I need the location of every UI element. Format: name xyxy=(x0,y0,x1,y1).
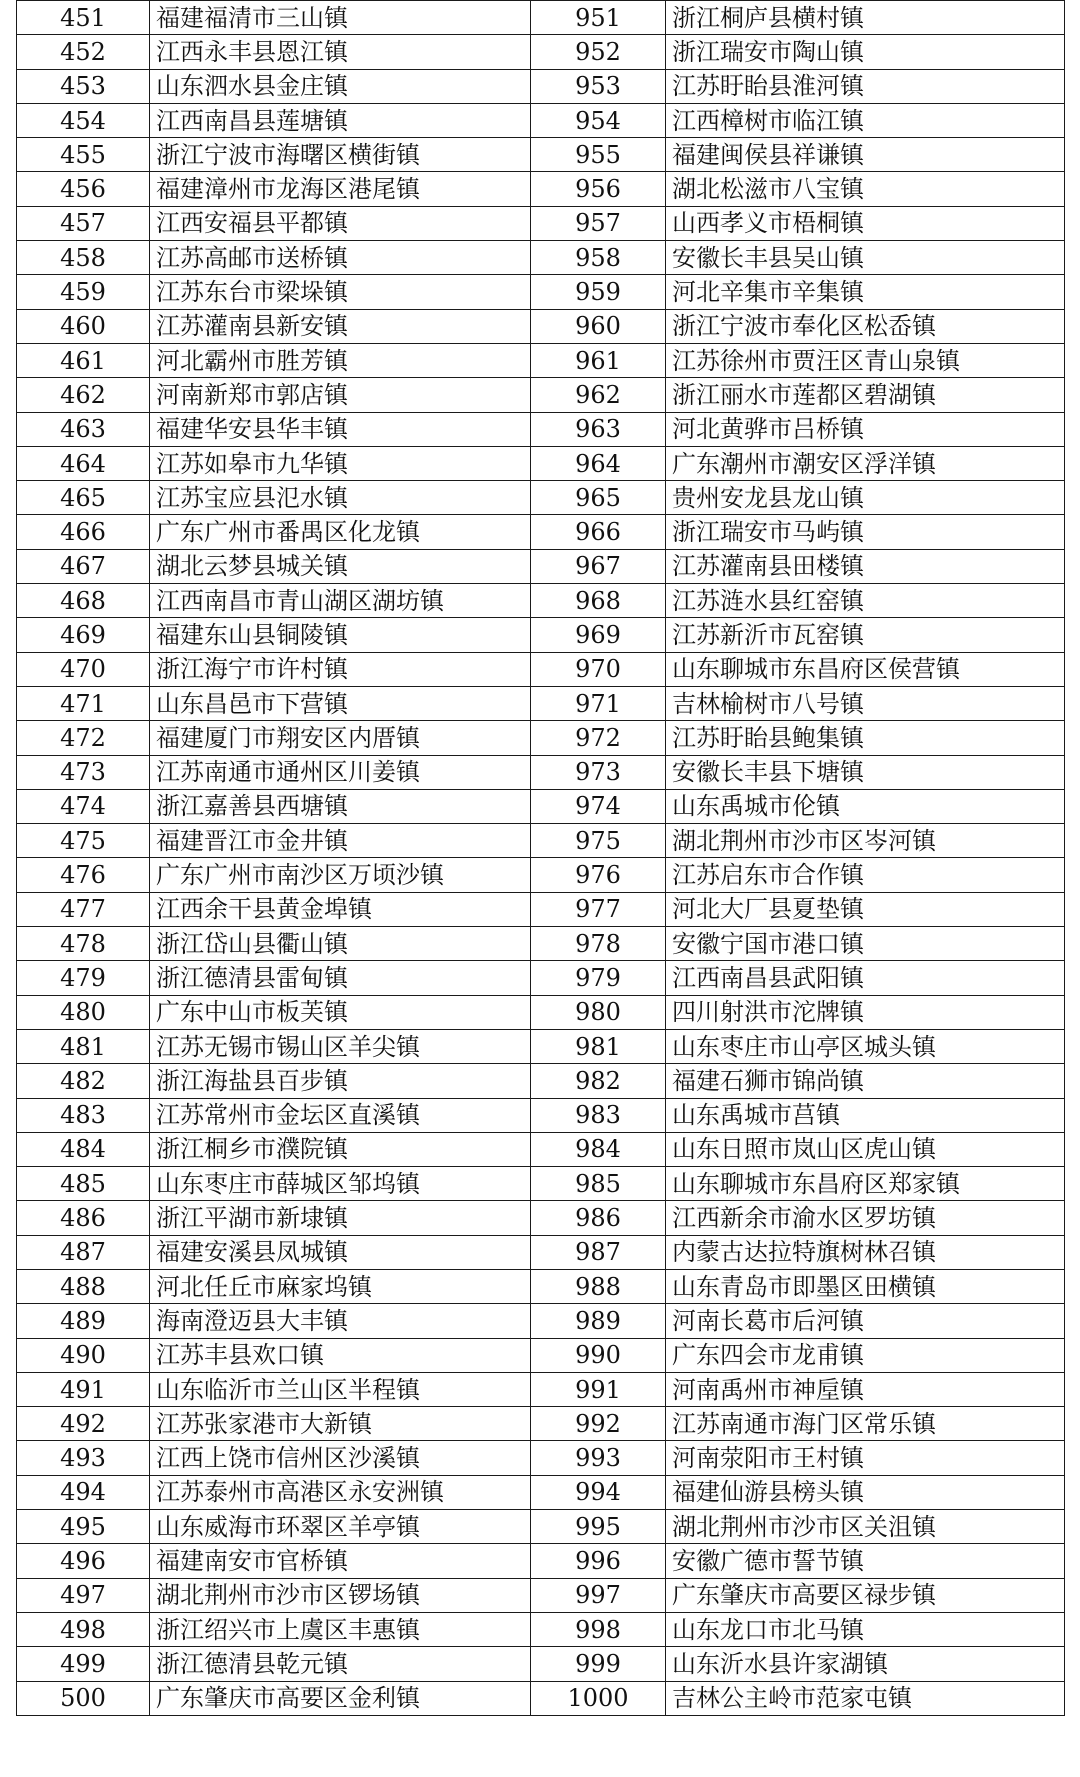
row-number-left: 487 xyxy=(17,1235,150,1269)
town-name-left: 福建福清市三山镇 xyxy=(150,1,531,35)
town-name-right: 江苏盱眙县淮河镇 xyxy=(666,69,1065,103)
town-name-left: 江苏常州市金坛区直溪镇 xyxy=(150,1098,531,1132)
table-row xyxy=(17,927,1065,961)
row-number-right: 981 xyxy=(531,1029,666,1063)
row-number-right: 976 xyxy=(531,858,666,892)
town-name-right: 广东肇庆市高要区禄步镇 xyxy=(666,1578,1065,1612)
town-name-right: 安徽广德市誓节镇 xyxy=(666,1544,1065,1578)
town-name-right: 山东日照市岚山区虎山镇 xyxy=(666,1132,1065,1166)
row-number-right: 992 xyxy=(531,1407,666,1441)
table-row xyxy=(17,1612,1065,1646)
row-number-right: 985 xyxy=(531,1167,666,1201)
row-number-right: 997 xyxy=(531,1578,666,1612)
row-number-left: 486 xyxy=(17,1201,150,1235)
row-number-right: 1000 xyxy=(531,1681,666,1715)
row-number-left: 497 xyxy=(17,1578,150,1612)
town-name-right: 江苏盱眙县鲍集镇 xyxy=(666,721,1065,755)
row-number-left: 489 xyxy=(17,1304,150,1338)
row-number-left: 482 xyxy=(17,1064,150,1098)
town-name-right: 山东枣庄市山亭区城头镇 xyxy=(666,1029,1065,1063)
row-number-right: 967 xyxy=(531,549,666,583)
table-row xyxy=(17,1064,1065,1098)
town-name-left: 浙江海宁市许村镇 xyxy=(150,652,531,686)
town-list-table xyxy=(16,0,1065,1716)
row-number-left: 479 xyxy=(17,961,150,995)
table-row xyxy=(17,1510,1065,1544)
town-name-left: 广东广州市番禺区化龙镇 xyxy=(150,515,531,549)
town-name-left: 浙江嘉善县西塘镇 xyxy=(150,789,531,823)
town-name-left: 江苏泰州市高港区永安洲镇 xyxy=(150,1475,531,1509)
table-row xyxy=(17,1544,1065,1578)
row-number-left: 494 xyxy=(17,1475,150,1509)
row-number-left: 483 xyxy=(17,1098,150,1132)
table-row xyxy=(17,1372,1065,1406)
row-number-right: 978 xyxy=(531,927,666,961)
table-row xyxy=(17,1304,1065,1338)
town-name-right: 四川射洪市沱牌镇 xyxy=(666,995,1065,1029)
town-list-body xyxy=(17,1,1065,1716)
row-number-left: 469 xyxy=(17,618,150,652)
row-number-left: 496 xyxy=(17,1544,150,1578)
row-number-left: 464 xyxy=(17,446,150,480)
town-name-right: 江苏新沂市瓦窑镇 xyxy=(666,618,1065,652)
row-number-right: 983 xyxy=(531,1098,666,1132)
row-number-left: 460 xyxy=(17,309,150,343)
table-row xyxy=(17,1681,1065,1715)
town-name-left: 山东临沂市兰山区半程镇 xyxy=(150,1372,531,1406)
table-row xyxy=(17,1407,1065,1441)
table-row xyxy=(17,172,1065,206)
town-name-right: 江苏南通市海门区常乐镇 xyxy=(666,1407,1065,1441)
row-number-left: 451 xyxy=(17,1,150,35)
row-number-right: 986 xyxy=(531,1201,666,1235)
row-number-left: 461 xyxy=(17,343,150,377)
table-row xyxy=(17,1132,1065,1166)
row-number-right: 988 xyxy=(531,1269,666,1303)
table-row xyxy=(17,686,1065,720)
town-name-right: 江苏灌南县田楼镇 xyxy=(666,549,1065,583)
table-row xyxy=(17,378,1065,412)
town-name-left: 山东枣庄市薛城区邹坞镇 xyxy=(150,1167,531,1201)
town-name-right: 江苏启东市合作镇 xyxy=(666,858,1065,892)
town-name-right: 湖北松滋市八宝镇 xyxy=(666,172,1065,206)
row-number-right: 960 xyxy=(531,309,666,343)
town-name-right: 湖北荆州市沙市区岑河镇 xyxy=(666,824,1065,858)
row-number-left: 491 xyxy=(17,1372,150,1406)
row-number-left: 476 xyxy=(17,858,150,892)
row-number-left: 477 xyxy=(17,892,150,926)
row-number-left: 493 xyxy=(17,1441,150,1475)
town-name-left: 江西余干县黄金埠镇 xyxy=(150,892,531,926)
town-name-left: 浙江绍兴市上虞区丰惠镇 xyxy=(150,1612,531,1646)
town-name-left: 江苏丰县欢口镇 xyxy=(150,1338,531,1372)
town-name-left: 福建安溪县凤城镇 xyxy=(150,1235,531,1269)
table-row xyxy=(17,343,1065,377)
row-number-right: 990 xyxy=(531,1338,666,1372)
town-name-right: 福建闽侯县祥谦镇 xyxy=(666,138,1065,172)
table-row xyxy=(17,241,1065,275)
row-number-left: 459 xyxy=(17,275,150,309)
town-name-right: 广东潮州市潮安区浮洋镇 xyxy=(666,446,1065,480)
row-number-right: 971 xyxy=(531,686,666,720)
row-number-left: 471 xyxy=(17,686,150,720)
town-name-right: 江苏徐州市贾汪区青山泉镇 xyxy=(666,343,1065,377)
town-name-left: 福建南安市官桥镇 xyxy=(150,1544,531,1578)
row-number-right: 979 xyxy=(531,961,666,995)
town-name-right: 河北辛集市辛集镇 xyxy=(666,275,1065,309)
town-name-left: 江苏张家港市大新镇 xyxy=(150,1407,531,1441)
row-number-left: 463 xyxy=(17,412,150,446)
row-number-right: 957 xyxy=(531,206,666,240)
row-number-right: 995 xyxy=(531,1510,666,1544)
town-name-right: 山东禹城市伦镇 xyxy=(666,789,1065,823)
row-number-left: 466 xyxy=(17,515,150,549)
town-name-left: 江苏无锡市锡山区羊尖镇 xyxy=(150,1029,531,1063)
row-number-right: 962 xyxy=(531,378,666,412)
town-name-left: 江苏宝应县氾水镇 xyxy=(150,481,531,515)
row-number-left: 500 xyxy=(17,1681,150,1715)
town-name-left: 浙江德清县乾元镇 xyxy=(150,1647,531,1681)
table-row xyxy=(17,103,1065,137)
town-name-left: 湖北荆州市沙市区锣场镇 xyxy=(150,1578,531,1612)
table-row xyxy=(17,721,1065,755)
row-number-left: 498 xyxy=(17,1612,150,1646)
row-number-left: 484 xyxy=(17,1132,150,1166)
row-number-left: 452 xyxy=(17,35,150,69)
row-number-right: 964 xyxy=(531,446,666,480)
town-name-left: 福建晋江市金井镇 xyxy=(150,824,531,858)
town-name-right: 江苏涟水县红窑镇 xyxy=(666,584,1065,618)
row-number-right: 963 xyxy=(531,412,666,446)
row-number-left: 462 xyxy=(17,378,150,412)
table-row xyxy=(17,1475,1065,1509)
row-number-right: 996 xyxy=(531,1544,666,1578)
town-name-right: 广东四会市龙甫镇 xyxy=(666,1338,1065,1372)
row-number-right: 959 xyxy=(531,275,666,309)
town-name-right: 浙江瑞安市马屿镇 xyxy=(666,515,1065,549)
town-name-left: 广东中山市板芙镇 xyxy=(150,995,531,1029)
table-row xyxy=(17,1235,1065,1269)
town-name-right: 山东禹城市莒镇 xyxy=(666,1098,1065,1132)
town-name-right: 山东聊城市东昌府区郑家镇 xyxy=(666,1167,1065,1201)
town-name-left: 福建东山县铜陵镇 xyxy=(150,618,531,652)
row-number-right: 994 xyxy=(531,1475,666,1509)
row-number-left: 472 xyxy=(17,721,150,755)
town-name-left: 江西南昌县莲塘镇 xyxy=(150,103,531,137)
table-row xyxy=(17,275,1065,309)
row-number-right: 954 xyxy=(531,103,666,137)
table-row xyxy=(17,1201,1065,1235)
table-row xyxy=(17,549,1065,583)
town-name-left: 河南新郑市郭店镇 xyxy=(150,378,531,412)
town-name-right: 安徽宁国市港口镇 xyxy=(666,927,1065,961)
row-number-right: 980 xyxy=(531,995,666,1029)
row-number-left: 470 xyxy=(17,652,150,686)
town-name-right: 安徽长丰县吴山镇 xyxy=(666,241,1065,275)
town-name-right: 吉林公主岭市范家屯镇 xyxy=(666,1681,1065,1715)
town-name-left: 江苏东台市梁垛镇 xyxy=(150,275,531,309)
row-number-left: 475 xyxy=(17,824,150,858)
table-row xyxy=(17,1338,1065,1372)
town-name-left: 广东肇庆市高要区金利镇 xyxy=(150,1681,531,1715)
town-name-right: 河南荥阳市王村镇 xyxy=(666,1441,1065,1475)
row-number-left: 467 xyxy=(17,549,150,583)
town-name-right: 河南长葛市后河镇 xyxy=(666,1304,1065,1338)
row-number-right: 977 xyxy=(531,892,666,926)
table-row xyxy=(17,515,1065,549)
table-row xyxy=(17,755,1065,789)
row-number-right: 951 xyxy=(531,1,666,35)
row-number-right: 972 xyxy=(531,721,666,755)
town-name-left: 浙江海盐县百步镇 xyxy=(150,1064,531,1098)
row-number-right: 969 xyxy=(531,618,666,652)
town-name-right: 浙江丽水市莲都区碧湖镇 xyxy=(666,378,1065,412)
town-name-right: 吉林榆树市八号镇 xyxy=(666,686,1065,720)
town-name-left: 浙江岱山县衢山镇 xyxy=(150,927,531,961)
town-name-right: 河北黄骅市吕桥镇 xyxy=(666,412,1065,446)
table-row xyxy=(17,824,1065,858)
row-number-left: 492 xyxy=(17,1407,150,1441)
town-name-left: 江西安福县平都镇 xyxy=(150,206,531,240)
table-row xyxy=(17,309,1065,343)
town-name-left: 江西南昌市青山湖区湖坊镇 xyxy=(150,584,531,618)
town-name-left: 山东泗水县金庄镇 xyxy=(150,69,531,103)
row-number-right: 987 xyxy=(531,1235,666,1269)
town-name-left: 江苏如皋市九华镇 xyxy=(150,446,531,480)
table-row xyxy=(17,1578,1065,1612)
row-number-right: 955 xyxy=(531,138,666,172)
table-row xyxy=(17,961,1065,995)
town-name-left: 江苏高邮市送桥镇 xyxy=(150,241,531,275)
town-name-right: 内蒙古达拉特旗树林召镇 xyxy=(666,1235,1065,1269)
row-number-left: 465 xyxy=(17,481,150,515)
row-number-right: 982 xyxy=(531,1064,666,1098)
row-number-left: 455 xyxy=(17,138,150,172)
town-name-left: 河北霸州市胜芳镇 xyxy=(150,343,531,377)
row-number-left: 495 xyxy=(17,1510,150,1544)
town-name-right: 福建仙游县榜头镇 xyxy=(666,1475,1065,1509)
row-number-left: 490 xyxy=(17,1338,150,1372)
town-name-right: 山东龙口市北马镇 xyxy=(666,1612,1065,1646)
row-number-right: 961 xyxy=(531,343,666,377)
table-row xyxy=(17,652,1065,686)
row-number-left: 481 xyxy=(17,1029,150,1063)
town-name-right: 山东聊城市东昌府区侯营镇 xyxy=(666,652,1065,686)
table-row xyxy=(17,789,1065,823)
table-row xyxy=(17,481,1065,515)
table-row xyxy=(17,1098,1065,1132)
table-row xyxy=(17,858,1065,892)
town-name-right: 福建石狮市锦尚镇 xyxy=(666,1064,1065,1098)
town-name-right: 浙江宁波市奉化区松岙镇 xyxy=(666,309,1065,343)
row-number-right: 998 xyxy=(531,1612,666,1646)
row-number-right: 973 xyxy=(531,755,666,789)
table-row xyxy=(17,138,1065,172)
town-name-right: 浙江桐庐县横村镇 xyxy=(666,1,1065,35)
table-row xyxy=(17,35,1065,69)
table-row xyxy=(17,1441,1065,1475)
town-name-right: 山西孝义市梧桐镇 xyxy=(666,206,1065,240)
town-name-left: 福建厦门市翔安区内厝镇 xyxy=(150,721,531,755)
town-name-left: 江苏南通市通州区川姜镇 xyxy=(150,755,531,789)
row-number-left: 473 xyxy=(17,755,150,789)
town-name-left: 福建华安县华丰镇 xyxy=(150,412,531,446)
town-name-right: 浙江瑞安市陶山镇 xyxy=(666,35,1065,69)
row-number-right: 956 xyxy=(531,172,666,206)
table-row xyxy=(17,69,1065,103)
row-number-right: 953 xyxy=(531,69,666,103)
row-number-right: 970 xyxy=(531,652,666,686)
row-number-left: 480 xyxy=(17,995,150,1029)
table-row xyxy=(17,584,1065,618)
row-number-right: 952 xyxy=(531,35,666,69)
town-name-left: 浙江平湖市新埭镇 xyxy=(150,1201,531,1235)
row-number-left: 478 xyxy=(17,927,150,961)
town-name-right: 江西樟树市临江镇 xyxy=(666,103,1065,137)
table-row xyxy=(17,1,1065,35)
row-number-right: 993 xyxy=(531,1441,666,1475)
town-name-left: 浙江宁波市海曙区横街镇 xyxy=(150,138,531,172)
row-number-left: 453 xyxy=(17,69,150,103)
table-row xyxy=(17,995,1065,1029)
town-name-left: 山东威海市环翠区羊亭镇 xyxy=(150,1510,531,1544)
town-name-right: 安徽长丰县下塘镇 xyxy=(666,755,1065,789)
row-number-left: 456 xyxy=(17,172,150,206)
town-name-left: 河北任丘市麻家坞镇 xyxy=(150,1269,531,1303)
row-number-left: 458 xyxy=(17,241,150,275)
town-name-left: 江西上饶市信州区沙溪镇 xyxy=(150,1441,531,1475)
town-name-left: 湖北云梦县城关镇 xyxy=(150,549,531,583)
town-name-right: 河南禹州市神垕镇 xyxy=(666,1372,1065,1406)
table-row xyxy=(17,1029,1065,1063)
table-row xyxy=(17,618,1065,652)
row-number-left: 468 xyxy=(17,584,150,618)
row-number-right: 984 xyxy=(531,1132,666,1166)
row-number-right: 965 xyxy=(531,481,666,515)
row-number-right: 958 xyxy=(531,241,666,275)
town-name-right: 江西新余市渝水区罗坊镇 xyxy=(666,1201,1065,1235)
row-number-left: 457 xyxy=(17,206,150,240)
row-number-right: 968 xyxy=(531,584,666,618)
row-number-right: 975 xyxy=(531,824,666,858)
table-row xyxy=(17,446,1065,480)
row-number-right: 974 xyxy=(531,789,666,823)
town-name-right: 河北大厂县夏垫镇 xyxy=(666,892,1065,926)
row-number-left: 485 xyxy=(17,1167,150,1201)
town-name-left: 江苏灌南县新安镇 xyxy=(150,309,531,343)
row-number-left: 488 xyxy=(17,1269,150,1303)
town-name-right: 湖北荆州市沙市区关沮镇 xyxy=(666,1510,1065,1544)
table-row xyxy=(17,1647,1065,1681)
town-name-left: 浙江德清县雷甸镇 xyxy=(150,961,531,995)
town-name-left: 江西永丰县恩江镇 xyxy=(150,35,531,69)
town-name-right: 山东青岛市即墨区田横镇 xyxy=(666,1269,1065,1303)
row-number-right: 991 xyxy=(531,1372,666,1406)
town-name-left: 山东昌邑市下营镇 xyxy=(150,686,531,720)
town-name-left: 海南澄迈县大丰镇 xyxy=(150,1304,531,1338)
table-row xyxy=(17,1269,1065,1303)
table-row xyxy=(17,1167,1065,1201)
row-number-left: 454 xyxy=(17,103,150,137)
table-row xyxy=(17,412,1065,446)
row-number-left: 474 xyxy=(17,789,150,823)
town-name-left: 广东广州市南沙区万顷沙镇 xyxy=(150,858,531,892)
town-name-right: 贵州安龙县龙山镇 xyxy=(666,481,1065,515)
row-number-right: 989 xyxy=(531,1304,666,1338)
town-name-right: 江西南昌县武阳镇 xyxy=(666,961,1065,995)
row-number-right: 966 xyxy=(531,515,666,549)
row-number-left: 499 xyxy=(17,1647,150,1681)
row-number-right: 999 xyxy=(531,1647,666,1681)
table-row xyxy=(17,206,1065,240)
town-name-right: 山东沂水县许家湖镇 xyxy=(666,1647,1065,1681)
town-name-left: 福建漳州市龙海区港尾镇 xyxy=(150,172,531,206)
table-row xyxy=(17,892,1065,926)
town-list-sheet xyxy=(16,0,1064,1777)
town-name-left: 浙江桐乡市濮院镇 xyxy=(150,1132,531,1166)
